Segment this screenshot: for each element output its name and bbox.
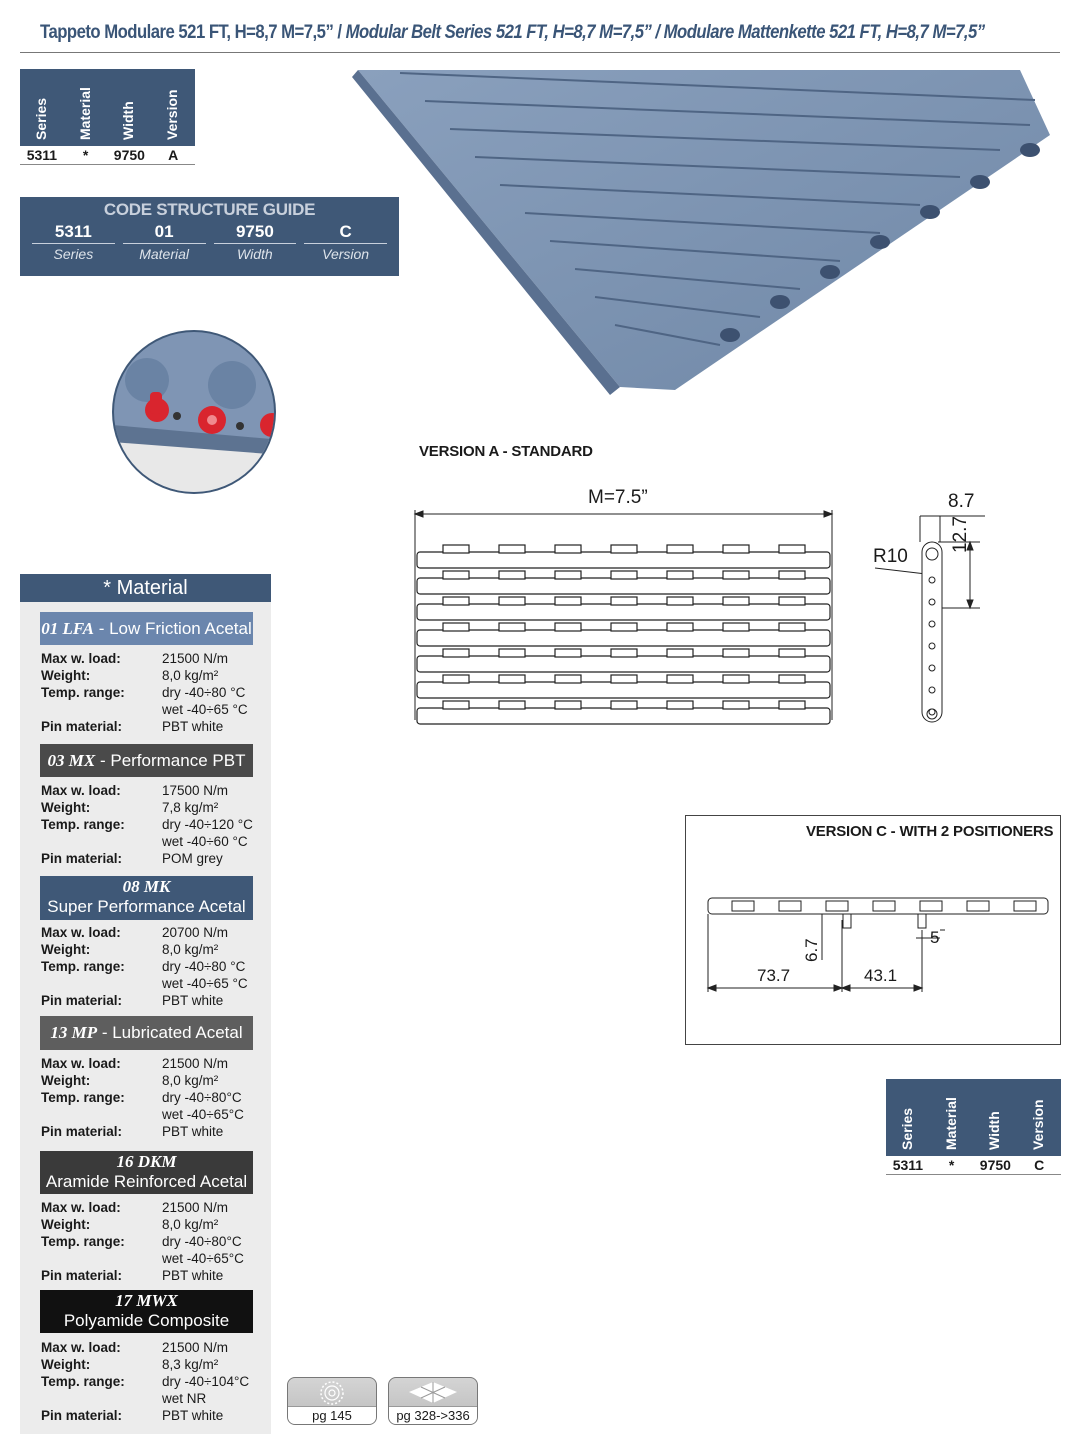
value-wet: wet -40÷65°C: [162, 1107, 244, 1122]
pitch-dim: 12.7: [950, 516, 971, 553]
material-name: - Low Friction Acetal: [93, 619, 252, 638]
key-pin: Pin material:: [41, 851, 123, 866]
module-link: [611, 675, 637, 683]
guide-value: 01: [123, 222, 206, 244]
module-link: [723, 701, 749, 709]
module-link: [611, 623, 637, 631]
guide-value: 5311: [32, 222, 115, 244]
module-link: [443, 545, 469, 553]
module-cell: [826, 901, 848, 911]
sprocket-icon: [288, 1378, 376, 1408]
module-link: [499, 597, 525, 605]
value-wet: wet -40÷60 °C: [162, 834, 248, 849]
value-weight: 8,0 kg/m²: [162, 942, 219, 957]
value-pin: PBT white: [162, 1408, 224, 1423]
val-material: *: [948, 1157, 955, 1173]
col-series: Series: [898, 1107, 915, 1150]
module-cell: [732, 901, 754, 911]
module-link: [667, 623, 693, 631]
key-pin: Pin material:: [41, 993, 123, 1008]
module-link: [555, 623, 581, 631]
material-header-08: [40, 876, 253, 920]
header-italian: Tappeto Modulare 521 FT, H=8,7 M=7,5” /: [40, 22, 346, 43]
module-link: [499, 571, 525, 579]
belt-module-icon: [389, 1378, 477, 1408]
module-link: [443, 571, 469, 579]
material-name: - Lubricated Acetal: [97, 1023, 243, 1042]
key-load: Max w. load:: [41, 1340, 121, 1355]
version-a-side-drawing: [870, 490, 990, 730]
material-header-01: [40, 612, 253, 645]
key-pin: Pin material:: [41, 1408, 123, 1423]
key-temp: Temp. range:: [41, 685, 125, 700]
material-title: * Material: [20, 574, 271, 602]
material-code: 03 MX: [47, 751, 96, 770]
guide-label: Series: [53, 246, 94, 262]
side-hinge: [929, 687, 935, 693]
key-temp: Temp. range:: [41, 1374, 125, 1389]
key-temp: Temp. range:: [41, 959, 125, 974]
module-link: [443, 675, 469, 683]
value-load: 17500 N/m: [162, 783, 229, 798]
page-ref-modules[interactable]: [388, 1377, 478, 1425]
module-link: [723, 675, 749, 683]
value-weight: 8,0 kg/m²: [162, 668, 219, 683]
module-link: [555, 571, 581, 579]
version-a-top-drawing: [405, 480, 855, 740]
module-link: [443, 649, 469, 657]
module-link: [499, 675, 525, 683]
value-pin: PBT white: [162, 1124, 224, 1139]
radius-dim: R10: [873, 546, 908, 567]
height-dim: 8.7: [948, 491, 975, 512]
key-weight: Weight:: [41, 942, 91, 957]
module-link: [555, 597, 581, 605]
module-link: [555, 545, 581, 553]
module-link: [443, 701, 469, 709]
material-props-16: [41, 1199, 272, 1284]
positioner-detail-image: [112, 330, 282, 500]
material-code: 01 LFA: [41, 619, 94, 638]
module-link: [723, 571, 749, 579]
module-link: [499, 545, 525, 553]
value-dry: dry -40÷80°C: [162, 1090, 242, 1105]
value-weight: 8,0 kg/m²: [162, 1073, 219, 1088]
module-link: [779, 623, 805, 631]
module-link: [555, 675, 581, 683]
module-link: [611, 649, 637, 657]
material-props-17: [41, 1339, 272, 1424]
val-width: 9750: [113, 147, 145, 163]
module-link: [779, 701, 805, 709]
c-dim-positioner-width: 5: [930, 928, 940, 947]
key-temp: Temp. range:: [41, 1090, 125, 1105]
material-props-13: [41, 1055, 272, 1140]
module-link: [443, 597, 469, 605]
value-dry: dry -40÷120 °C: [162, 817, 253, 832]
header-german: Modulare Mattenkette 521 FT, H=8,7 M=7,5”: [663, 22, 985, 43]
value-dry: dry -40÷104°C: [162, 1374, 250, 1389]
module-cell: [779, 901, 801, 911]
module-link: [667, 675, 693, 683]
value-dry: dry -40÷80 °C: [162, 959, 246, 974]
module-link: [779, 675, 805, 683]
value-pin: PBT white: [162, 719, 224, 734]
col-version: Version: [164, 89, 181, 140]
key-pin: Pin material:: [41, 719, 123, 734]
header-rule: [20, 52, 1060, 53]
material-code: 08 MK: [122, 877, 171, 896]
key-pin: Pin material:: [41, 1268, 123, 1283]
code-table-values: [886, 1156, 1061, 1175]
val-material: *: [82, 147, 89, 163]
module-link: [499, 701, 525, 709]
key-pin: Pin material:: [41, 1124, 123, 1139]
code-table-version-c: [886, 1079, 1061, 1175]
value-weight: 8,0 kg/m²: [162, 1217, 219, 1232]
module-link: [723, 649, 749, 657]
side-hinge: [929, 643, 935, 649]
pitch-label: M=7.5”: [588, 487, 648, 508]
module-link: [723, 597, 749, 605]
module-cell: [920, 901, 942, 911]
value-wet: wet -40÷65°C: [162, 1251, 244, 1266]
side-hinge: [929, 577, 935, 583]
value-weight: 7,8 kg/m²: [162, 800, 219, 815]
c-dim-offset-left: 73.7: [757, 966, 791, 985]
belt-product-image: [330, 65, 1070, 405]
material-header-17: [40, 1290, 253, 1333]
module-link: [667, 701, 693, 709]
page-ref-label: pg 145: [288, 1406, 376, 1424]
module-cell: [873, 901, 895, 911]
guide-title: CODE STRUCTURE GUIDE: [103, 200, 316, 219]
material-name: - Performance PBT: [95, 751, 246, 770]
module-link: [667, 545, 693, 553]
material-props-01: [41, 650, 272, 735]
module-link: [611, 571, 637, 579]
side-hinge: [929, 709, 935, 715]
val-series: 5311: [26, 147, 58, 163]
module-row: [417, 708, 830, 724]
key-weight: Weight:: [41, 1073, 91, 1088]
val-version: C: [1034, 1157, 1045, 1173]
val-version: A: [168, 147, 179, 163]
guide-value: 9750: [214, 222, 297, 244]
module-link: [499, 623, 525, 631]
c-dim-positioner-height: 6.7: [802, 938, 821, 962]
value-load: 21500 N/m: [162, 1056, 229, 1071]
guide-value: C: [304, 222, 387, 244]
module-row: [417, 682, 830, 698]
module-link: [667, 571, 693, 579]
module-link: [611, 545, 637, 553]
material-code: 17 MWX: [115, 1291, 178, 1310]
val-series: 5311: [892, 1157, 924, 1173]
module-row: [417, 578, 830, 594]
value-wet: wet NR: [162, 1391, 207, 1406]
col-material: Material: [942, 1097, 959, 1150]
value-wet: wet -40÷65 °C: [162, 702, 248, 717]
key-weight: Weight:: [41, 1357, 91, 1372]
material-code: 16 DKM: [116, 1152, 177, 1171]
header-english: Modular Belt Series 521 FT, H=8,7 M=7,5” /: [345, 22, 664, 43]
value-load: 21500 N/m: [162, 1340, 229, 1355]
module-link: [443, 623, 469, 631]
value-pin: PBT white: [162, 993, 224, 1008]
value-load: 21500 N/m: [162, 1200, 229, 1215]
module-link: [723, 545, 749, 553]
guide-label: Width: [237, 246, 273, 262]
key-load: Max w. load:: [41, 925, 121, 940]
code-table-values: [20, 146, 195, 165]
value-load: 21500 N/m: [162, 651, 229, 666]
page-ref-label: pg 328->336: [389, 1406, 477, 1424]
guide-label: Material: [139, 246, 190, 262]
module-row: [417, 630, 830, 646]
side-hinge: [929, 599, 935, 605]
col-series: Series: [32, 97, 49, 140]
value-load: 20700 N/m: [162, 925, 229, 940]
material-name: Super Performance Acetal: [47, 897, 246, 916]
key-load: Max w. load:: [41, 783, 121, 798]
key-load: Max w. load:: [41, 1056, 121, 1071]
module-row: [417, 656, 830, 672]
value-pin: PBT white: [162, 1268, 224, 1283]
code-table-header: [886, 1079, 1061, 1156]
module-cell: [967, 901, 989, 911]
page-header: [40, 22, 985, 44]
material-props-08: [41, 924, 272, 1009]
module-link: [779, 571, 805, 579]
side-hinge: [929, 621, 935, 627]
side-hinge: [929, 665, 935, 671]
key-weight: Weight:: [41, 1217, 91, 1232]
page-ref-sprockets[interactable]: [287, 1377, 377, 1425]
module-link: [667, 649, 693, 657]
module-link: [611, 597, 637, 605]
c-dim-positioner-spacing: 43.1: [864, 966, 898, 985]
key-temp: Temp. range:: [41, 1234, 125, 1249]
code-table-header: [20, 69, 195, 146]
col-width: Width: [986, 1111, 1003, 1150]
module-link: [499, 649, 525, 657]
module-link: [779, 649, 805, 657]
key-weight: Weight:: [41, 800, 91, 815]
value-wet: wet -40÷65 °C: [162, 976, 248, 991]
module-link: [667, 597, 693, 605]
value-dry: dry -40÷80°C: [162, 1234, 242, 1249]
module-link: [611, 701, 637, 709]
material-header-13: [40, 1016, 253, 1050]
key-weight: Weight:: [41, 668, 91, 683]
col-material: Material: [76, 87, 93, 140]
module-link: [779, 545, 805, 553]
value-dry: dry -40÷80 °C: [162, 685, 246, 700]
val-width: 9750: [979, 1157, 1011, 1173]
module-link: [555, 649, 581, 657]
material-name: Aramide Reinforced Acetal: [45, 1172, 248, 1191]
col-version: Version: [1030, 1099, 1047, 1150]
material-props-03: [41, 782, 272, 867]
material-header-16: [40, 1151, 253, 1194]
material-name: Polyamide Composite: [63, 1311, 230, 1330]
material-header-03: [40, 744, 253, 777]
module-link: [555, 701, 581, 709]
module-link: [723, 623, 749, 631]
version-a-title: VERSION A - STANDARD: [419, 443, 593, 460]
key-temp: Temp. range:: [41, 817, 125, 832]
version-c-title: VERSION C - WITH 2 POSITIONERS: [806, 823, 1054, 840]
module-row: [417, 604, 830, 620]
guide-label: Version: [322, 246, 370, 262]
material-code: 13 MP: [50, 1023, 98, 1042]
module-cell: [1014, 901, 1036, 911]
col-width: Width: [120, 101, 137, 140]
value-weight: 8,3 kg/m²: [162, 1357, 219, 1372]
value-pin: POM grey: [162, 851, 223, 866]
key-load: Max w. load:: [41, 1200, 121, 1215]
code-table-version-a: [20, 69, 195, 165]
module-link: [779, 597, 805, 605]
module-row: [417, 552, 830, 568]
key-load: Max w. load:: [41, 651, 121, 666]
